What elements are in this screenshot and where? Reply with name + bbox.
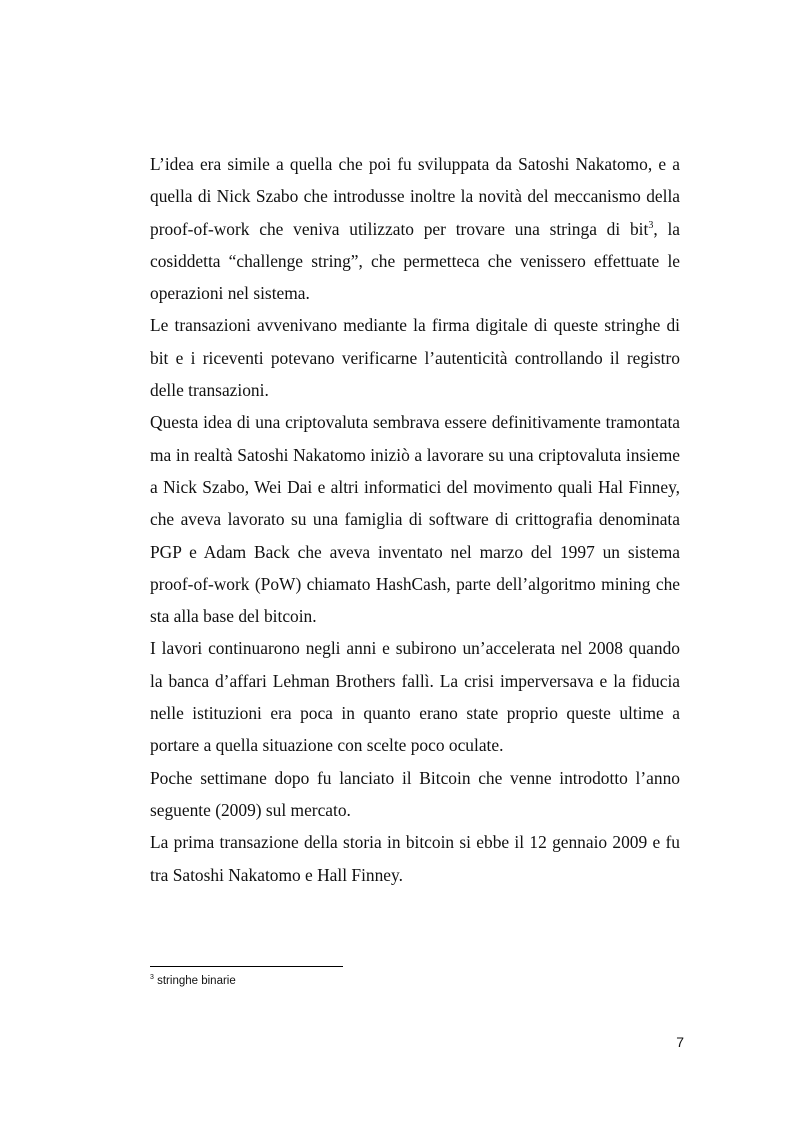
footnote [150,973,236,989]
paragraph: Questa idea di una criptovaluta sembrava essere definitivamente tramontata ma in realtà Satoshi Nakatomo iniziò a lavorare su una criptovaluta insieme a Nick Szabo, Wei Dai e altri informatici del movimento quali Hal Finney, che aveva lavorato su una famiglia di software di crittografia denominata PGP e Adam Back che aveva inventato nel marzo del 1997 un sistema proof-of-work (PoW) chiamato HashCash, parte dell’algoritmo mining che sta alla base del bitcoin. [150,412,680,627]
paragraph: I lavori continuarono negli anni e subirono un’accelerata nel 2008 quando la banca d’affari Lehman Brothers fallì. La crisi imperversava e la fiducia nelle istituzioni era poca in quanto erano state proprio queste ultime a portare a quella situazione con scelte poco oculate. [150,638,680,756]
paragraph-text: , la cosiddetta “challenge string”, che permetteca che venissero effettuate le operazioni nel sistema. [150,218,681,304]
body-text [150,148,680,891]
paragraph: Poche settimane dopo fu lanciato il Bitcoin che venne introdotto l’anno seguente (2009) sul mercato. [150,767,680,820]
paragraph: Le transazioni avvenivano mediante la firma digitale di queste stringhe di bit e i riceventi potevano verificarne l’autenticità controllando il registro delle transazioni. [150,315,680,401]
paragraph-text: L’idea era simile a quella che poi fu sviluppata da Satoshi Nakatomo, e a quella di Nick Szabo che introdusse inoltre la novità del meccanismo della proof-of-work che veniva utilizzato per trovare una stringa di bit [150,154,680,239]
footnote-reference: 3 [648,219,654,231]
footnote-text: stringhe binarie [157,975,236,987]
page-number: 7 [676,1034,684,1050]
paragraph [150,148,680,309]
footnote-separator [150,966,343,967]
footnote-number: 3 [150,974,154,982]
paragraph: La prima transazione della storia in bitcoin si ebbe il 12 gennaio 2009 e fu tra Satoshi Nakatomo e Hall Finney. [150,832,680,885]
